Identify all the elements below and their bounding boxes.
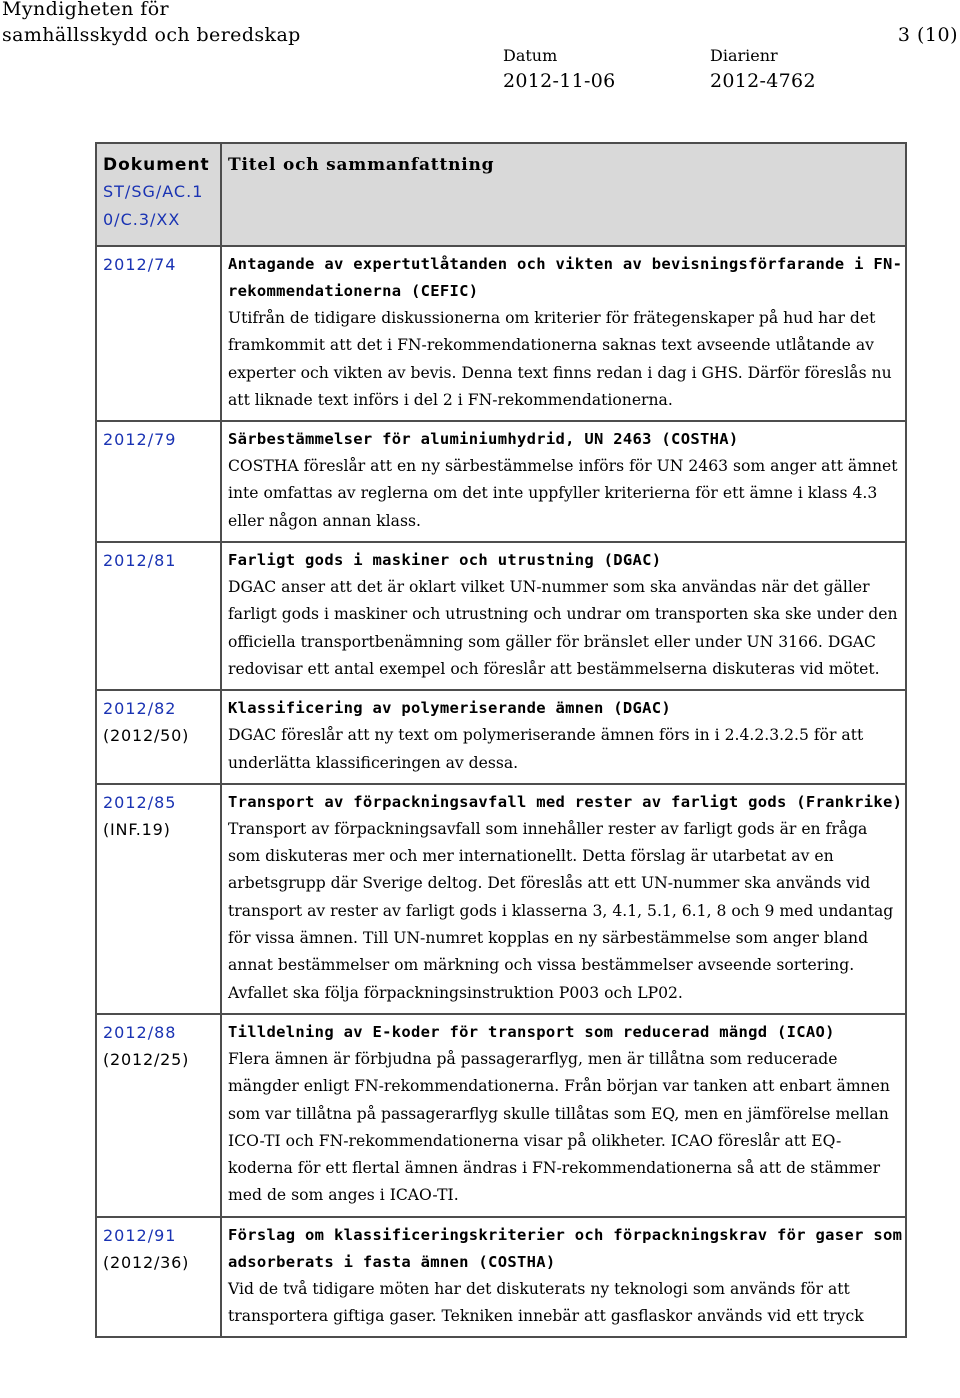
document-cell	[96, 246, 221, 421]
diarienr-label: Diarienr	[710, 46, 778, 65]
document-ref-link[interactable]: 2012/85	[103, 792, 177, 812]
item-summary: Utifrån de tidigare diskussionerna om kriterier för frätegenskaper på hud har det framkommit att det i FN-rekommendationerna saknas text avseende utlåtande av experter och vikten av bevis. Denna text finns redan i dag i GHS. Därför föreslås nu att liknade text införs i del 2 i FN-rekommendationerna.	[228, 309, 892, 409]
agency-name-line1: Myndigheten för	[2, 0, 170, 20]
document-ref-link[interactable]: 2012/91	[103, 1225, 177, 1245]
document-cell	[96, 1014, 221, 1217]
date-value: 2012-11-06	[503, 70, 616, 92]
table-row	[96, 1014, 906, 1217]
document-cell	[96, 421, 221, 542]
document-series-link[interactable]: ST/SG/AC.10/C.3/XX	[103, 182, 204, 229]
table-row	[96, 542, 906, 690]
document-column-header	[96, 143, 221, 246]
title-summary-cell	[221, 784, 906, 1014]
document-alt-ref: (INF.19)	[103, 819, 171, 839]
document-ref-link[interactable]: 2012/88	[103, 1022, 177, 1042]
document-column-label: Dokument	[103, 155, 210, 175]
title-column-label: Titel och sammanfattning	[228, 155, 495, 175]
item-title: Transport av förpackningsavfall med rester av farligt gods (Frankrike)	[228, 792, 903, 811]
item-summary: DGAC föreslår att ny text om polymeriserande ämnen förs in i 2.4.2.3.2.5 för att underlätta klassificeringen av dessa.	[228, 726, 864, 772]
item-title: Klassificering av polymeriserande ämnen (DGAC)	[228, 699, 672, 718]
table-row	[96, 246, 906, 421]
document-ref-link[interactable]: 2012/79	[103, 430, 177, 450]
page-number: 3 (10)	[897, 24, 958, 46]
document-cell	[96, 784, 221, 1014]
page-header	[0, 0, 960, 100]
document-ref-link[interactable]: 2012/74	[103, 255, 177, 274]
agency-name-line2: samhällsskydd och beredskap	[2, 24, 301, 46]
item-title: Förslag om klassificeringskriterier och förpackningskrav för gaser som adsorberats i fasta ämnen (COSTHA)	[228, 1225, 903, 1271]
title-summary-cell	[221, 690, 906, 784]
documents-table	[95, 142, 907, 1338]
document-alt-ref: (2012/50)	[103, 726, 190, 746]
item-summary: Flera ämnen är förbjudna på passagerarflyg, men är tillåtna som reducerade mängder enligt FN-rekommendationerna. Från början var tanken att enbart ämnen som var tillåtna på passagerarflyg skulle tillåtas som EQ, men en jämförelse mellan ICO-TI och FN-rekommendationerna visar på olikheter. ICAO föreslår att EQ-koderna för ett flertal ämnen ändras i FN-rekommendationerna så att de stämmer med de som anges i ICAO-TI.	[228, 1049, 890, 1205]
diarienr-value: 2012-4762	[710, 70, 816, 92]
table-row	[96, 784, 906, 1014]
document-ref-link[interactable]: 2012/82	[103, 699, 177, 719]
item-title: Tilldelning av E-koder för transport som reducerad mängd (ICAO)	[228, 1022, 835, 1041]
table-row	[96, 690, 906, 784]
table-header-row	[96, 143, 906, 246]
table-row	[96, 1217, 906, 1338]
item-title: Farligt gods i maskiner och utrustning (DGAC)	[228, 551, 662, 570]
document-cell	[96, 542, 221, 690]
item-title: Antagande av expertutlåtanden och vikten av bevisningsförfarande i FN-rekommendationerna (CEFIC)	[228, 255, 903, 300]
document-alt-ref: (2012/36)	[103, 1252, 190, 1272]
title-summary-cell	[221, 421, 906, 542]
title-summary-cell	[221, 1217, 906, 1338]
item-summary: Transport av förpackningsavfall som innehåller rester av farligt gods är en fråga som diskuteras mer och mer internationellt. Detta förslag är utarbetat av en arbetsgrupp där Sverige deltog. Det föreslås att ett UN-nummer ska används vid transport av rester av farligt gods i klasserna 3, 4.1, 5.1, 6.1, 8 och 9 med undantag för vissa ämnen. Till UN-numret kopplas en ny särbestämmelse som anger bland annat bestämmelser om märkning och vissa bestämmelser avseende sortering. Avfallet ska följa förpackningsinstruktion P003 och LP02.	[228, 819, 894, 1002]
item-summary: DGAC anser att det är oklart vilket UN-nummer som ska användas när det gäller farligt gods i maskiner och utrustning och undrar om transporten ska ske under den officiella transportbenämning som gäller för bränslet eller under UN 3166. DGAC redovisar ett antal exempel och föreslår att bestämmelserna diskuteras vid mötet.	[228, 578, 898, 678]
document-alt-ref: (2012/25)	[103, 1049, 190, 1069]
document-cell	[96, 690, 221, 784]
item-title: Särbestämmelser för aluminiumhydrid, UN 2463 (COSTHA)	[228, 430, 739, 449]
title-summary-cell	[221, 246, 906, 421]
item-summary: Vid de två tidigare möten har det diskuterats ny teknologi som används för att transportera giftiga gaser. Tekniken innebär att gasflaskor används vid ett tryck	[228, 1279, 864, 1326]
date-label: Datum	[503, 46, 558, 65]
title-summary-cell	[221, 542, 906, 690]
item-summary: COSTHA föreslår att en ny särbestämmelse införs för UN 2463 som anger att ämnet inte omfattas av reglerna om det inte uppfyller kriterierna för ett ämne i klass 4.3 eller någon annan klass.	[228, 457, 898, 530]
document-cell	[96, 1217, 221, 1338]
table-row	[96, 421, 906, 542]
title-column-header	[221, 143, 906, 246]
document-ref-link[interactable]: 2012/81	[103, 551, 177, 571]
title-summary-cell	[221, 1014, 906, 1217]
